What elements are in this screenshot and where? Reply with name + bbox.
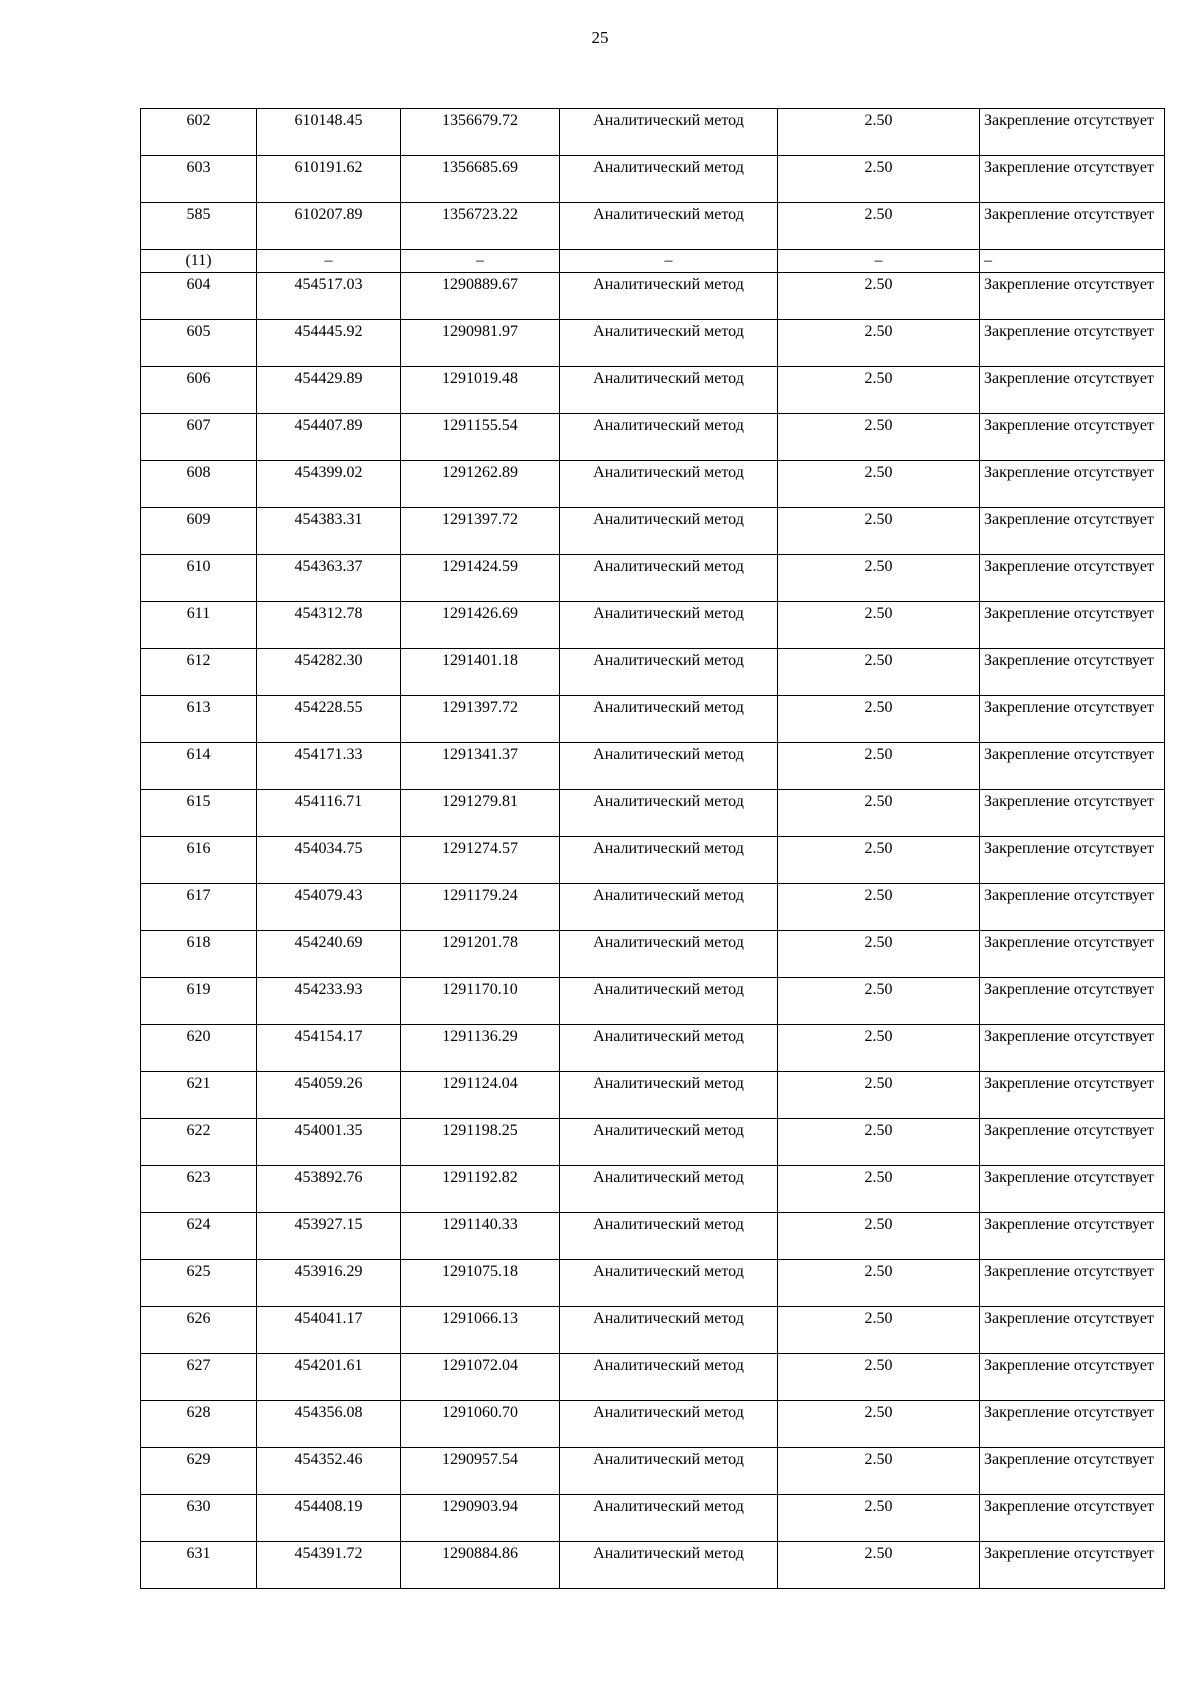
method-cell: Аналитический метод (560, 1072, 778, 1119)
method-cell: Аналитический метод (560, 555, 778, 602)
table-row (141, 931, 1165, 978)
table-row (141, 1072, 1165, 1119)
description-cell: Закрепление отсутствует (980, 109, 1165, 156)
point-number-cell: 610 (141, 555, 257, 602)
table-row (141, 555, 1165, 602)
x-coordinate-cell: 454399.02 (257, 461, 401, 508)
point-number-cell: 607 (141, 414, 257, 461)
accuracy-cell: 2.50 (778, 156, 980, 203)
method-cell: Аналитический метод (560, 790, 778, 837)
point-number-cell: 627 (141, 1354, 257, 1401)
x-coordinate-cell: 453927.15 (257, 1213, 401, 1260)
x-coordinate-cell: 454356.08 (257, 1401, 401, 1448)
method-cell: Аналитический метод (560, 743, 778, 790)
y-coordinate-cell: 1291179.24 (401, 884, 560, 931)
method-cell: Аналитический метод (560, 203, 778, 250)
accuracy-cell: 2.50 (778, 649, 980, 696)
y-coordinate-cell: 1290884.86 (401, 1542, 560, 1589)
method-cell: Аналитический метод (560, 414, 778, 461)
accuracy-cell: 2.50 (778, 978, 980, 1025)
x-coordinate-cell: 453916.29 (257, 1260, 401, 1307)
y-coordinate-cell: 1291426.69 (401, 602, 560, 649)
method-cell: Аналитический метод (560, 1213, 778, 1260)
y-coordinate-cell: 1291124.04 (401, 1072, 560, 1119)
accuracy-cell: 2.50 (778, 931, 980, 978)
description-cell: Закрепление отсутствует (980, 1025, 1165, 1072)
accuracy-cell: 2.50 (778, 1119, 980, 1166)
x-coordinate-cell: 454517.03 (257, 273, 401, 320)
y-coordinate-cell: 1291136.29 (401, 1025, 560, 1072)
description-cell: Закрепление отсутствует (980, 1260, 1165, 1307)
accuracy-cell: 2.50 (778, 790, 980, 837)
x-coordinate-cell: 454445.92 (257, 320, 401, 367)
y-coordinate-cell: 1290981.97 (401, 320, 560, 367)
y-coordinate-cell: 1291279.81 (401, 790, 560, 837)
method-cell: Аналитический метод (560, 1307, 778, 1354)
y-coordinate-cell: 1291060.70 (401, 1401, 560, 1448)
point-number-cell: 606 (141, 367, 257, 414)
y-coordinate-cell: 1291170.10 (401, 978, 560, 1025)
point-number-cell: 623 (141, 1166, 257, 1213)
y-coordinate-cell: 1290889.67 (401, 273, 560, 320)
accuracy-cell: 2.50 (778, 1448, 980, 1495)
method-cell: Аналитический метод (560, 602, 778, 649)
x-coordinate-cell: 454154.17 (257, 1025, 401, 1072)
y-coordinate-cell: 1356685.69 (401, 156, 560, 203)
description-cell: Закрепление отсутствует (980, 931, 1165, 978)
point-number-cell: 626 (141, 1307, 257, 1354)
point-number-cell: 585 (141, 203, 257, 250)
method-cell: Аналитический метод (560, 461, 778, 508)
accuracy-cell: 2.50 (778, 555, 980, 602)
table-row (141, 1119, 1165, 1166)
table-row (141, 1260, 1165, 1307)
point-number-cell: 604 (141, 273, 257, 320)
method-cell: Аналитический метод (560, 1025, 778, 1072)
accuracy-cell: 2.50 (778, 1401, 980, 1448)
description-cell: Закрепление отсутствует (980, 1401, 1165, 1448)
table-body (141, 109, 1165, 1589)
accuracy-cell: 2.50 (778, 602, 980, 649)
description-cell: Закрепление отсутствует (980, 1495, 1165, 1542)
method-cell: Аналитический метод (560, 1542, 778, 1589)
method-cell: Аналитический метод (560, 367, 778, 414)
x-coordinate-cell: 610207.89 (257, 203, 401, 250)
accuracy-cell: 2.50 (778, 743, 980, 790)
accuracy-cell: 2.50 (778, 1307, 980, 1354)
method-cell: Аналитический метод (560, 1354, 778, 1401)
point-number-cell: 617 (141, 884, 257, 931)
point-number-cell: 609 (141, 508, 257, 555)
x-coordinate-cell: 454352.46 (257, 1448, 401, 1495)
table-row (141, 837, 1165, 884)
description-cell: Закрепление отсутствует (980, 1307, 1165, 1354)
method-cell: Аналитический метод (560, 978, 778, 1025)
method-cell: Аналитический метод (560, 1448, 778, 1495)
description-cell: Закрепление отсутствует (980, 837, 1165, 884)
y-coordinate-cell: 1291262.89 (401, 461, 560, 508)
point-number-cell: (11) (141, 250, 257, 273)
description-cell: Закрепление отсутствует (980, 743, 1165, 790)
accuracy-cell: 2.50 (778, 1213, 980, 1260)
description-cell: Закрепление отсутствует (980, 555, 1165, 602)
table-row (141, 1354, 1165, 1401)
table-row (141, 320, 1165, 367)
table-row (141, 1495, 1165, 1542)
y-coordinate-cell: 1291192.82 (401, 1166, 560, 1213)
description-cell: Закрепление отсутствует (980, 156, 1165, 203)
point-number-cell: 603 (141, 156, 257, 203)
x-coordinate-cell: 454034.75 (257, 837, 401, 884)
description-cell: Закрепление отсутствует (980, 649, 1165, 696)
y-coordinate-cell: 1291155.54 (401, 414, 560, 461)
contour-separator-row (141, 250, 1165, 273)
x-coordinate-cell: 453892.76 (257, 1166, 401, 1213)
x-coordinate-cell: 454408.19 (257, 1495, 401, 1542)
x-coordinate-cell: 454201.61 (257, 1354, 401, 1401)
table-row (141, 461, 1165, 508)
table-row (141, 884, 1165, 931)
point-number-cell: 615 (141, 790, 257, 837)
x-coordinate-cell: – (257, 250, 401, 273)
method-cell: Аналитический метод (560, 320, 778, 367)
description-cell: Закрепление отсутствует (980, 1448, 1165, 1495)
description-cell: Закрепление отсутствует (980, 1354, 1165, 1401)
description-cell: Закрепление отсутствует (980, 320, 1165, 367)
y-coordinate-cell: 1291397.72 (401, 696, 560, 743)
accuracy-cell: 2.50 (778, 461, 980, 508)
y-coordinate-cell: 1291397.72 (401, 508, 560, 555)
description-cell: Закрепление отсутствует (980, 978, 1165, 1025)
y-coordinate-cell: 1291198.25 (401, 1119, 560, 1166)
y-coordinate-cell: 1291424.59 (401, 555, 560, 602)
method-cell: Аналитический метод (560, 508, 778, 555)
description-cell: Закрепление отсутствует (980, 414, 1165, 461)
table-row (141, 696, 1165, 743)
point-number-cell: 616 (141, 837, 257, 884)
y-coordinate-cell: 1356723.22 (401, 203, 560, 250)
accuracy-cell: – (778, 250, 980, 273)
description-cell: Закрепление отсутствует (980, 790, 1165, 837)
x-coordinate-cell: 454116.71 (257, 790, 401, 837)
point-number-cell: 622 (141, 1119, 257, 1166)
method-cell: Аналитический метод (560, 156, 778, 203)
point-number-cell: 605 (141, 320, 257, 367)
description-cell: Закрепление отсутствует (980, 508, 1165, 555)
method-cell: Аналитический метод (560, 273, 778, 320)
table-row (141, 508, 1165, 555)
y-coordinate-cell: 1290903.94 (401, 1495, 560, 1542)
accuracy-cell: 2.50 (778, 1542, 980, 1589)
coordinates-table (140, 108, 1165, 1589)
accuracy-cell: 2.50 (778, 884, 980, 931)
x-coordinate-cell: 454383.31 (257, 508, 401, 555)
table-row (141, 1542, 1165, 1589)
description-cell: Закрепление отсутствует (980, 1542, 1165, 1589)
description-cell: Закрепление отсутствует (980, 367, 1165, 414)
table-row (141, 1307, 1165, 1354)
method-cell: Аналитический метод (560, 649, 778, 696)
x-coordinate-cell: 454282.30 (257, 649, 401, 696)
table-row (141, 1401, 1165, 1448)
table-row (141, 743, 1165, 790)
y-coordinate-cell: 1291140.33 (401, 1213, 560, 1260)
method-cell: Аналитический метод (560, 884, 778, 931)
table-row (141, 273, 1165, 320)
description-cell: Закрепление отсутствует (980, 602, 1165, 649)
description-cell: Закрепление отсутствует (980, 273, 1165, 320)
x-coordinate-cell: 454429.89 (257, 367, 401, 414)
method-cell: Аналитический метод (560, 696, 778, 743)
point-number-cell: 602 (141, 109, 257, 156)
x-coordinate-cell: 454233.93 (257, 978, 401, 1025)
accuracy-cell: 2.50 (778, 203, 980, 250)
accuracy-cell: 2.50 (778, 696, 980, 743)
y-coordinate-cell: 1356679.72 (401, 109, 560, 156)
accuracy-cell: 2.50 (778, 1354, 980, 1401)
x-coordinate-cell: 454059.26 (257, 1072, 401, 1119)
accuracy-cell: 2.50 (778, 508, 980, 555)
point-number-cell: 614 (141, 743, 257, 790)
point-number-cell: 620 (141, 1025, 257, 1072)
method-cell: Аналитический метод (560, 1119, 778, 1166)
table-row (141, 1213, 1165, 1260)
accuracy-cell: 2.50 (778, 414, 980, 461)
x-coordinate-cell: 454312.78 (257, 602, 401, 649)
page-number: 25 (591, 28, 609, 47)
x-coordinate-cell: 454240.69 (257, 931, 401, 978)
x-coordinate-cell: 454363.37 (257, 555, 401, 602)
point-number-cell: 613 (141, 696, 257, 743)
table-row (141, 414, 1165, 461)
table-row (141, 367, 1165, 414)
accuracy-cell: 2.50 (778, 273, 980, 320)
x-coordinate-cell: 454001.35 (257, 1119, 401, 1166)
table-row (141, 1025, 1165, 1072)
description-cell: – (980, 250, 1165, 273)
y-coordinate-cell: 1291075.18 (401, 1260, 560, 1307)
accuracy-cell: 2.50 (778, 1166, 980, 1213)
x-coordinate-cell: 454041.17 (257, 1307, 401, 1354)
method-cell: Аналитический метод (560, 1166, 778, 1213)
accuracy-cell: 2.50 (778, 1495, 980, 1542)
description-cell: Закрепление отсутствует (980, 696, 1165, 743)
table-row (141, 790, 1165, 837)
y-coordinate-cell: 1291401.18 (401, 649, 560, 696)
accuracy-cell: 2.50 (778, 1260, 980, 1307)
x-coordinate-cell: 454391.72 (257, 1542, 401, 1589)
table-row (141, 203, 1165, 250)
y-coordinate-cell: 1291066.13 (401, 1307, 560, 1354)
method-cell: Аналитический метод (560, 1401, 778, 1448)
table-row (141, 109, 1165, 156)
point-number-cell: 608 (141, 461, 257, 508)
description-cell: Закрепление отсутствует (980, 1166, 1165, 1213)
point-number-cell: 624 (141, 1213, 257, 1260)
accuracy-cell: 2.50 (778, 1025, 980, 1072)
method-cell: Аналитический метод (560, 931, 778, 978)
table-row (141, 649, 1165, 696)
point-number-cell: 625 (141, 1260, 257, 1307)
point-number-cell: 629 (141, 1448, 257, 1495)
point-number-cell: 630 (141, 1495, 257, 1542)
method-cell: Аналитический метод (560, 109, 778, 156)
y-coordinate-cell: 1291274.57 (401, 837, 560, 884)
point-number-cell: 628 (141, 1401, 257, 1448)
method-cell: – (560, 250, 778, 273)
y-coordinate-cell: 1291201.78 (401, 931, 560, 978)
method-cell: Аналитический метод (560, 837, 778, 884)
x-coordinate-cell: 610148.45 (257, 109, 401, 156)
y-coordinate-cell: 1290957.54 (401, 1448, 560, 1495)
x-coordinate-cell: 454079.43 (257, 884, 401, 931)
table-row (141, 978, 1165, 1025)
accuracy-cell: 2.50 (778, 320, 980, 367)
point-number-cell: 612 (141, 649, 257, 696)
description-cell: Закрепление отсутствует (980, 203, 1165, 250)
description-cell: Закрепление отсутствует (980, 1072, 1165, 1119)
y-coordinate-cell: 1291072.04 (401, 1354, 560, 1401)
table-row (141, 602, 1165, 649)
x-coordinate-cell: 610191.62 (257, 156, 401, 203)
method-cell: Аналитический метод (560, 1260, 778, 1307)
description-cell: Закрепление отсутствует (980, 884, 1165, 931)
x-coordinate-cell: 454228.55 (257, 696, 401, 743)
y-coordinate-cell: 1291341.37 (401, 743, 560, 790)
y-coordinate-cell: 1291019.48 (401, 367, 560, 414)
x-coordinate-cell: 454407.89 (257, 414, 401, 461)
table-row (141, 1448, 1165, 1495)
accuracy-cell: 2.50 (778, 367, 980, 414)
accuracy-cell: 2.50 (778, 1072, 980, 1119)
point-number-cell: 611 (141, 602, 257, 649)
x-coordinate-cell: 454171.33 (257, 743, 401, 790)
description-cell: Закрепление отсутствует (980, 1119, 1165, 1166)
point-number-cell: 618 (141, 931, 257, 978)
description-cell: Закрепление отсутствует (980, 461, 1165, 508)
description-cell: Закрепление отсутствует (980, 1213, 1165, 1260)
accuracy-cell: 2.50 (778, 837, 980, 884)
table-row (141, 1166, 1165, 1213)
point-number-cell: 621 (141, 1072, 257, 1119)
point-number-cell: 619 (141, 978, 257, 1025)
accuracy-cell: 2.50 (778, 109, 980, 156)
point-number-cell: 631 (141, 1542, 257, 1589)
table-row (141, 156, 1165, 203)
y-coordinate-cell: – (401, 250, 560, 273)
method-cell: Аналитический метод (560, 1495, 778, 1542)
